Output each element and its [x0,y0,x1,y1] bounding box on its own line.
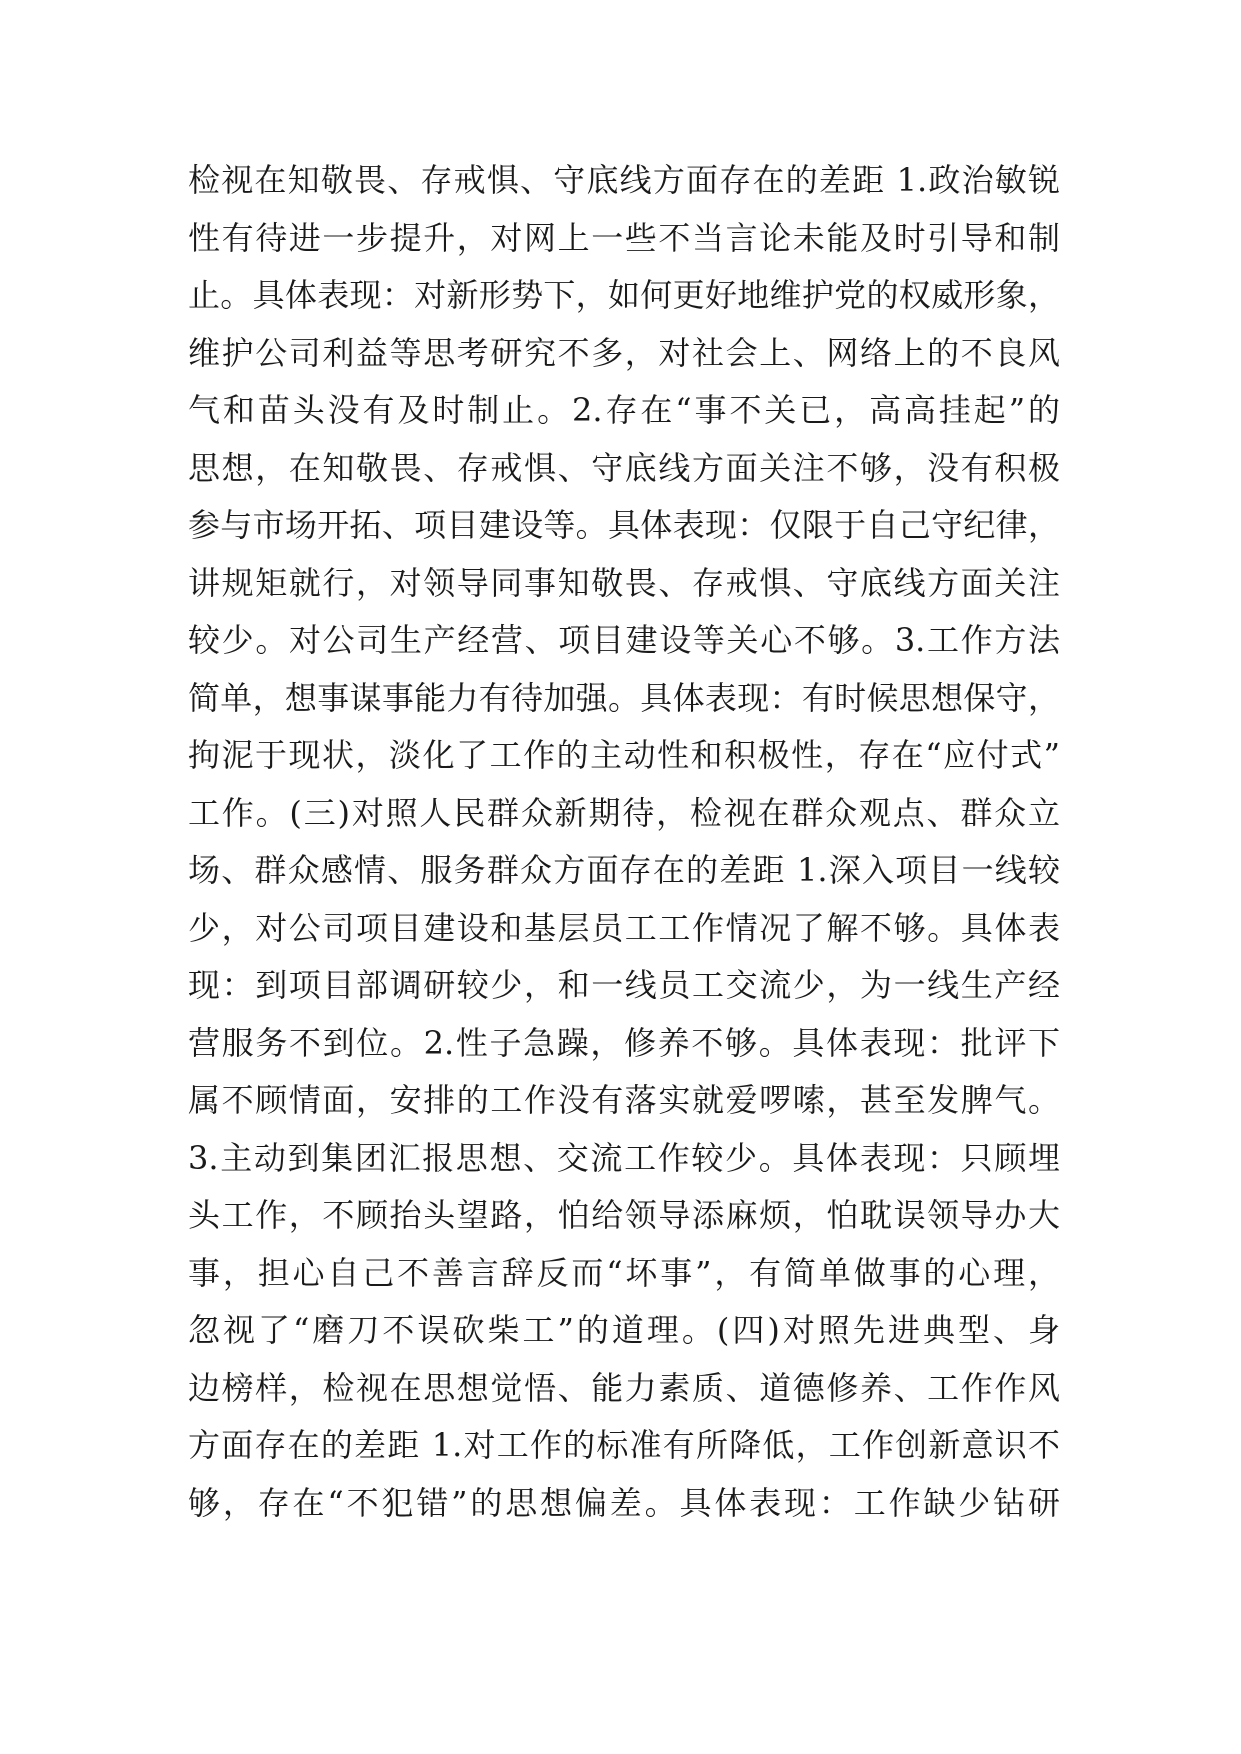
text-line-12: 工作。(三)对照人民群众新期待，检视在群众观点、群众立 [188,793,1060,832]
text-line-14: 少，对公司项目建设和基层员工工作情况了解不够。具体表 [188,908,1060,947]
text-line-10: 简单，想事谋事能力有待加强。具体表现：有时候思想保守， [188,678,1060,717]
text-line-4: 维护公司利益等思考研究不多，对社会上、网络上的不良风 [188,333,1060,372]
text-line-5: 气和苗头没有及时制止。2.存在“事不关已，高高挂起”的 [188,391,1060,429]
text-line-22: 边榜样，检视在思想觉悟、能力素质、道德修养、工作作风 [188,1368,1060,1407]
text-line-21: 忽视了“磨刀不误砍柴工”的道理。(四)对照先进典型、身 [188,1311,1060,1349]
text-line-17: 属不顾情面，安排的工作没有落实就爱啰嗦，甚至发脾气。 [188,1081,1060,1119]
text-line-7: 参与市场开拓、项目建设等。具体表现：仅限于自己守纪律， [188,506,1060,544]
text-line-6: 思想，在知敬畏、存戒惧、守底线方面关注不够，没有积极 [188,448,1060,487]
document-body [188,152,1060,1532]
text-line-3: 止。具体表现：对新形势下，如何更好地维护党的权威形象， [188,276,1060,314]
text-line-8: 讲规矩就行，对领导同事知敬畏、存戒惧、守底线方面关注 [188,563,1060,602]
text-line-2: 性有待进一步提升，对网上一些不当言论未能及时引导和制 [188,218,1060,257]
text-line-9: 较少。对公司生产经营、项目建设等关心不够。3.工作方法 [188,621,1060,659]
text-line-24: 够，存在“不犯错”的思想偏差。具体表现：工作缺少钻研 [188,1483,1060,1522]
text-line-19: 头工作，不顾抬头望路，怕给领导添麻烦，怕耽误领导办大 [188,1196,1060,1234]
text-line-18: 3.主动到集团汇报思想、交流工作较少。具体表现：只顾埋 [188,1138,1060,1177]
text-line-16: 营服务不到位。2.性子急躁，修养不够。具体表现：批评下 [188,1023,1060,1062]
text-line-23: 方面存在的差距 1.对工作的标准有所降低，工作创新意识不 [188,1426,1060,1464]
text-line-15: 现：到项目部调研较少，和一线员工交流少，为一线生产经 [188,966,1060,1004]
text-line-13: 场、群众感情、服务群众方面存在的差距 1.深入项目一线较 [188,851,1060,889]
text-line-11: 拘泥于现状，淡化了工作的主动性和积极性，存在“应付式” [188,736,1060,774]
text-line-1: 检视在知敬畏、存戒惧、守底线方面存在的差距 1.政治敏锐 [188,161,1060,199]
text-line-20: 事，担心自己不善言辞反而“坏事”，有简单做事的心理， [188,1253,1060,1292]
